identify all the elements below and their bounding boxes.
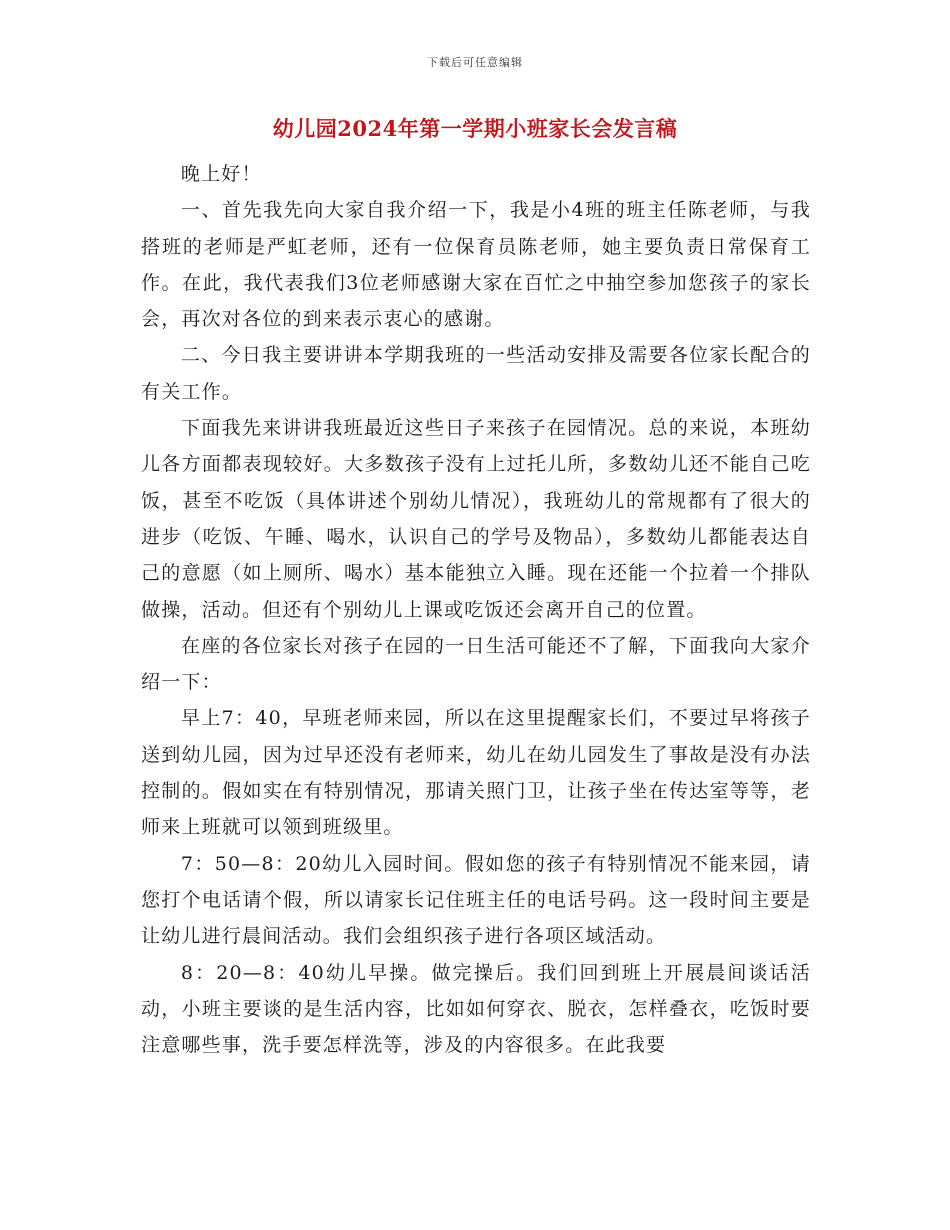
document-body <box>141 156 811 1063</box>
paragraph-agenda: 二、今日我主要讲讲本学期我班的一些活动安排及需要各位家长配合的有关工作。 <box>141 344 811 403</box>
paragraph-introduction: 一、首先我先向大家自我介绍一下，我是小4班的班主任陈老师，与我搭班的老师是严虹老师，还有一位保育员陈老师，她主要负责日常保育工作。在此，我代表我们3位老师感谢大家在百忙之中抽空参加您孩子的家长会，再次对各位的到来表示衷心的感谢。 <box>141 199 811 331</box>
header-note: 下载后可任意编辑 <box>427 56 523 69</box>
paragraph-daily-life-intro: 在座的各位家长对孩子在园的一日生活可能还不了解，下面我向大家介绍一下： <box>141 634 811 694</box>
paragraph-entry-time: 7：50—8：20幼儿入园时间。假如您的孩子有特别情况不能来园，请您打个电话请个假，所以请家长记住班主任的电话号码。这一段时间主要是让幼儿进行晨间活动。我们会组织孩子进行各项区域活动。 <box>141 852 811 948</box>
paragraph-morning-exercise: 8：20—8：40幼儿早操。做完操后。我们回到班上开展晨间谈话活动，小班主要谈的是生活内容，比如如何穿衣、脱衣，怎样叠衣，吃饭时要注意哪些事，洗手要怎样洗等，涉及的内容很多。在此我要 <box>141 961 811 1057</box>
document-title: 幼儿园2024年第一学期小班家长会发言稿 <box>272 116 678 141</box>
paragraph-morning-arrival: 早上7：40，早班老师来园，所以在这里提醒家长们，不要过早将孩子送到幼儿园，因为过早还没有老师来，幼儿在幼儿园发生了事故是没有办法控制的。假如实在有特别情况，那请关照门卫，让孩子坐在传达室等等，老师来上班就可以领到班级里。 <box>141 707 811 839</box>
paragraph-class-status: 下面我先来讲讲我班最近这些日子来孩子在园情况。总的来说，本班幼儿各方面都表现较好。大多数孩子没有上过托儿所，多数幼儿还不能自己吃饭，甚至不吃饭（具体讲述个别幼儿情况），我班幼儿的常规都有了很大的进步（吃饭、午睡、喝水，认识自己的学号及物品），多数幼儿都能表达自己的意愿（如上厕所、喝水）基本能独立入睡。现在还能一个拉着一个排队做操，活动。但还有个别幼儿上课或吃饭还会离开自己的位置。 <box>141 417 811 621</box>
paragraph-greeting: 晚上好！ <box>180 163 262 185</box>
